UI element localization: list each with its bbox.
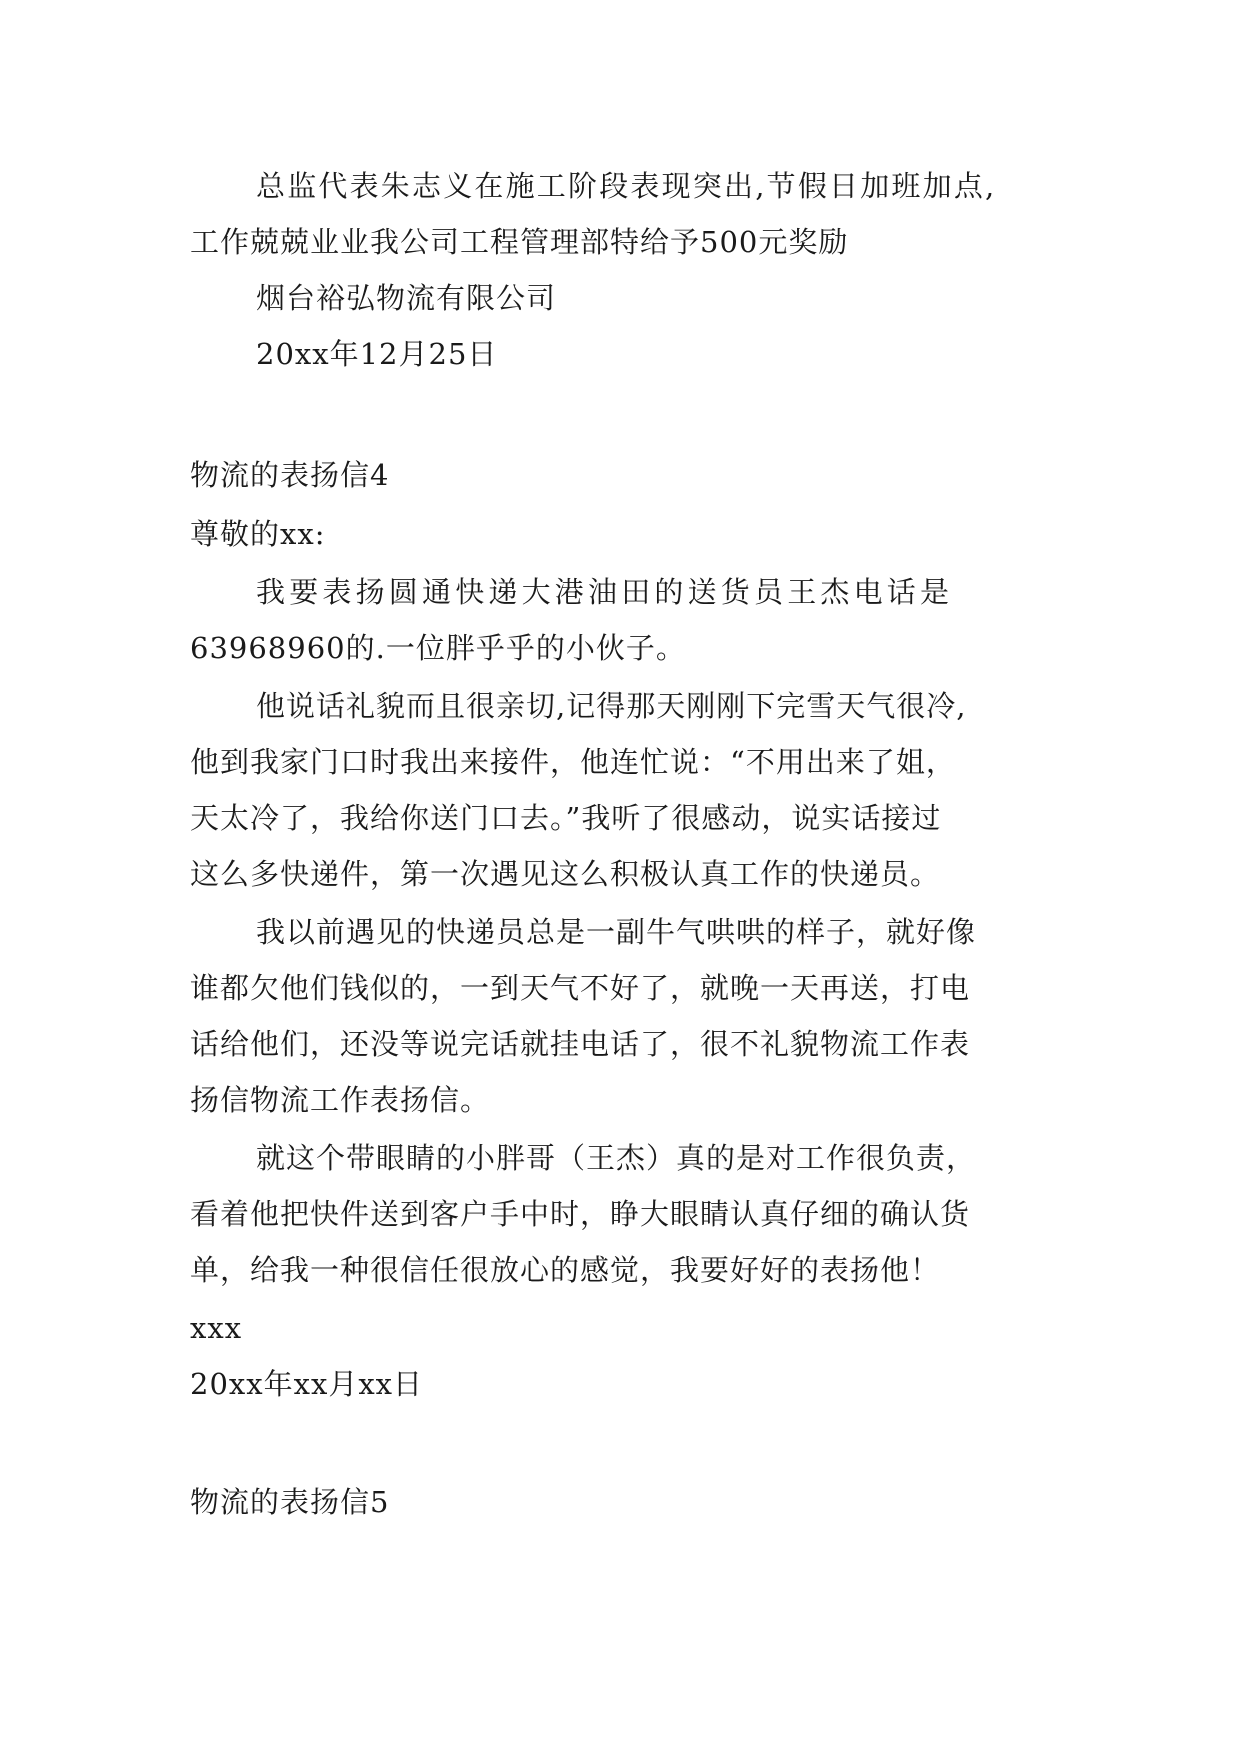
para-line: 话给他们，还没等说完话就挂电话了，很不礼貌物流工作表 [190, 1027, 971, 1061]
para-line: 谁都欠他们钱似的，一到天气不好了，就晚一天再送，打电 [190, 971, 971, 1005]
section-title: 物流的表扬信4 [190, 458, 390, 492]
para-line: 扬信物流工作表扬信。 [190, 1083, 491, 1117]
para-line: 他到我家门口时我出来接件，他连忙说：“不用出来了姐， [190, 745, 956, 779]
para-line: 工作兢兢业业我公司工程管理部特给予500元奖励 [190, 225, 849, 259]
letter-date: 20xx年12月25日 [256, 337, 498, 371]
para-line: 总监代表朱志义在施工阶段表现突出,节假日加班加点, [256, 169, 997, 203]
para-line: 我要表扬圆通快递大港油田的送货员王杰电话是 [256, 575, 954, 609]
para-line: 我以前遇见的快递员总是一副牛气哄哄的样子，就好像 [256, 915, 977, 949]
letter-date: 20xx年xx月xx日 [190, 1367, 424, 1401]
para-line: 看着他把快件送到客户手中时，睁大眼睛认真仔细的确认货 [190, 1197, 971, 1231]
signature: xxx [190, 1311, 243, 1345]
para-line: 他说话礼貌而且很亲切,记得那天刚刚下完雪天气很冷, [256, 689, 967, 723]
section-title: 物流的表扬信5 [190, 1485, 390, 1519]
para-line: 63968960的.一位胖乎乎的小伙子。 [190, 631, 686, 665]
company-name: 烟台裕弘物流有限公司 [256, 281, 557, 315]
para-line: 这么多快递件，第一次遇见这么积极认真工作的快递员。 [190, 857, 941, 891]
para-line: 就这个带眼睛的小胖哥（王杰）真的是对工作很负责， [256, 1141, 977, 1175]
para-line: 天太冷了，我给你送门口去。”我听了很感动，说实话接过 [190, 801, 942, 835]
salutation: 尊敬的xx: [190, 517, 326, 551]
para-line: 单，给我一种很信任很放心的感觉，我要好好的表扬他！ [190, 1253, 941, 1287]
